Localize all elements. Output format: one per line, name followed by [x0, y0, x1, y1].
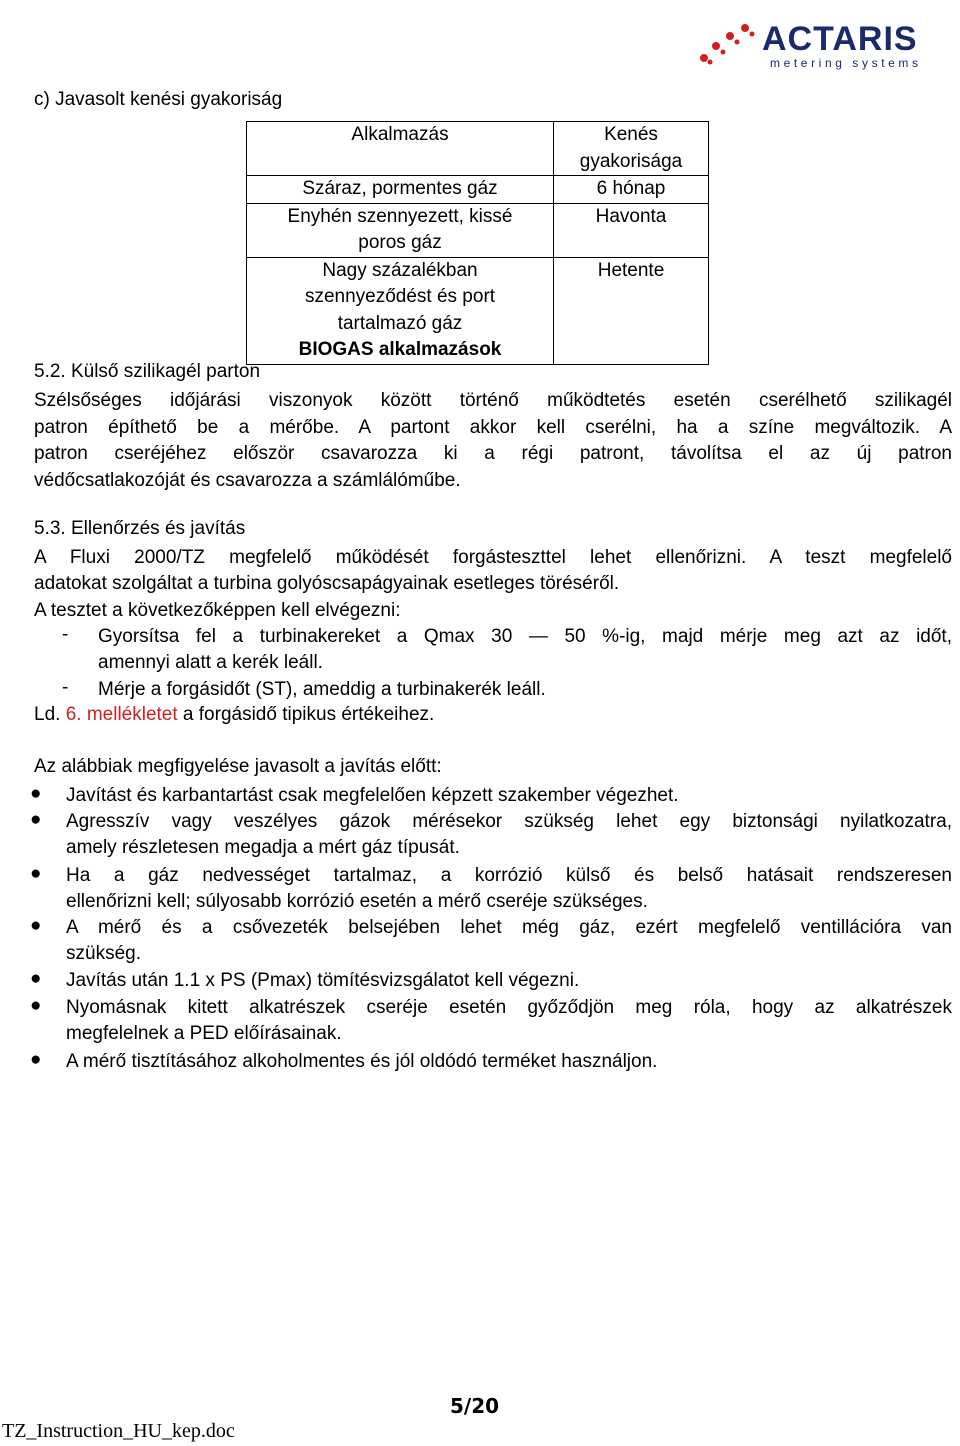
dash-item-line: amennyi alatt a kerék leáll. — [98, 652, 323, 673]
bullet-item-line: Javítás után 1.1 x PS (Pmax) tömítésvizsgálatot kell végezni. — [66, 970, 580, 991]
paragraph-line: A Fluxi 2000/TZ megfelelő működését forgásteszttel lehet ellenőrizni. A teszt megfelelő — [34, 547, 952, 568]
bullet-item-line: A mérő és a csővezeték belsejében lehet még gáz, ezért megfelelő ventillációra van — [66, 917, 952, 938]
footer-filename: TZ_Instruction_HU_kep.doc — [2, 1420, 235, 1442]
page-number: 5/20 — [450, 1394, 500, 1418]
logo-tagline: metering systems — [770, 56, 922, 70]
paragraph-line: A tesztet a következőképpen kell elvégezni: — [34, 600, 401, 621]
table-row — [247, 203, 709, 257]
dash-item-line: Gyorsítsa fel a turbinakereket a Qmax 30 — 50 %-ig, majd mérje meg azt az időt, — [98, 626, 952, 647]
table-cell-freq: 6 hónap — [554, 176, 709, 204]
table-cell-freq: Havonta — [554, 203, 709, 257]
section-52-heading: 5.2. Külső szilikagél parton — [34, 361, 261, 382]
section-c-heading: c) Javasolt kenési gyakoriság — [34, 89, 283, 110]
bullet-icon: ● — [30, 783, 42, 804]
table-cell-freq: Hetente — [554, 257, 709, 364]
bullet-item-line: A mérő tisztításához alkoholmentes és jól oldódó terméket használjon. — [66, 1051, 658, 1072]
paragraph-line: Szélsőséges időjárási viszonyok között történő működtetés esetén cserélhető szilikagél — [34, 390, 952, 411]
dash-bullet: - — [62, 624, 69, 645]
table-row — [247, 257, 709, 364]
dash-item-line: Mérje a forgásidőt (ST), ameddig a turbinakerék leáll. — [98, 679, 546, 700]
table-header-cell: Alkalmazás — [247, 122, 554, 176]
bullet-item-line: amely részletesen megadja a mért gáz típusát. — [66, 837, 460, 858]
paragraph-line: patron cseréjéhez először csavarozza ki a régi patront, távolítsa el az új patron — [34, 443, 952, 464]
paragraph-line: adatokat szolgáltat a turbina golyóscsapágyainak esetleges töréséről. — [34, 573, 620, 594]
bullet-item-line: Ha a gáz nedvességet tartalmaz, a korrózió külső és belső hatásait rendszeresen — [66, 865, 952, 886]
section-53-heading: 5.3. Ellenőrzés és javítás — [34, 518, 246, 539]
bullet-item-line: ellenőrizni kell; súlyosabb korrózió esetén a mérő cseréje szükséges. — [66, 891, 648, 912]
bullet-item-line: Javítást és karbantartást csak megfelelően képzett szakember végezhet. — [66, 785, 679, 806]
bullet-icon: ● — [30, 1049, 42, 1070]
annex-link[interactable]: 6. mellékletet — [65, 704, 178, 725]
lubrication-table — [246, 121, 709, 365]
bullet-icon: ● — [30, 915, 42, 936]
paragraph-line: védőcsatlakozóját és csavarozza a számlálóműbe. — [34, 470, 461, 491]
actaris-logo — [690, 18, 930, 78]
table-cell-app: Nagy százalékban szennyeződést és port tartalmazó gáz BIOGAS alkalmazások — [247, 257, 554, 364]
table-cell-app: Enyhén szennyezett, kissé poros gáz — [247, 203, 554, 257]
recommendations-intro: Az alábbiak megfigyelése javasolt a javítás előtt: — [34, 756, 442, 777]
reference-line: Ld. 6. mellékletet a forgásidő tipikus értékeihez. — [34, 704, 435, 725]
bullet-item-line: Nyomásnak kitett alkatrészek cseréje esetén győződjön meg róla, hogy az alkatrészek — [66, 997, 952, 1018]
table-row — [247, 176, 709, 204]
bullet-item-line: Agresszív vagy veszélyes gázok mérésekor szükség lehet egy biztonsági nyilatkozatra, — [66, 811, 952, 832]
bullet-item-line: megfelelnek a PED előírásainak. — [66, 1023, 342, 1044]
table-cell-app: Száraz, pormentes gáz — [247, 176, 554, 204]
bullet-icon: ● — [30, 809, 42, 830]
table-header-cell: Kenés gyakorisága — [554, 122, 709, 176]
logo-wordmark: ACTARIS — [762, 20, 918, 58]
bullet-icon: ● — [30, 968, 42, 989]
dash-bullet: - — [62, 677, 69, 698]
bullet-icon: ● — [30, 995, 42, 1016]
actaris-swirl-icon — [690, 18, 760, 68]
bullet-item-line: szükség. — [66, 943, 141, 964]
paragraph-line: patron építhető be a mérőbe. A partont akkor kell cserélni, ha a színe megváltozik. A — [34, 417, 952, 438]
bullet-icon: ● — [30, 863, 42, 884]
table-header-row — [247, 122, 709, 176]
